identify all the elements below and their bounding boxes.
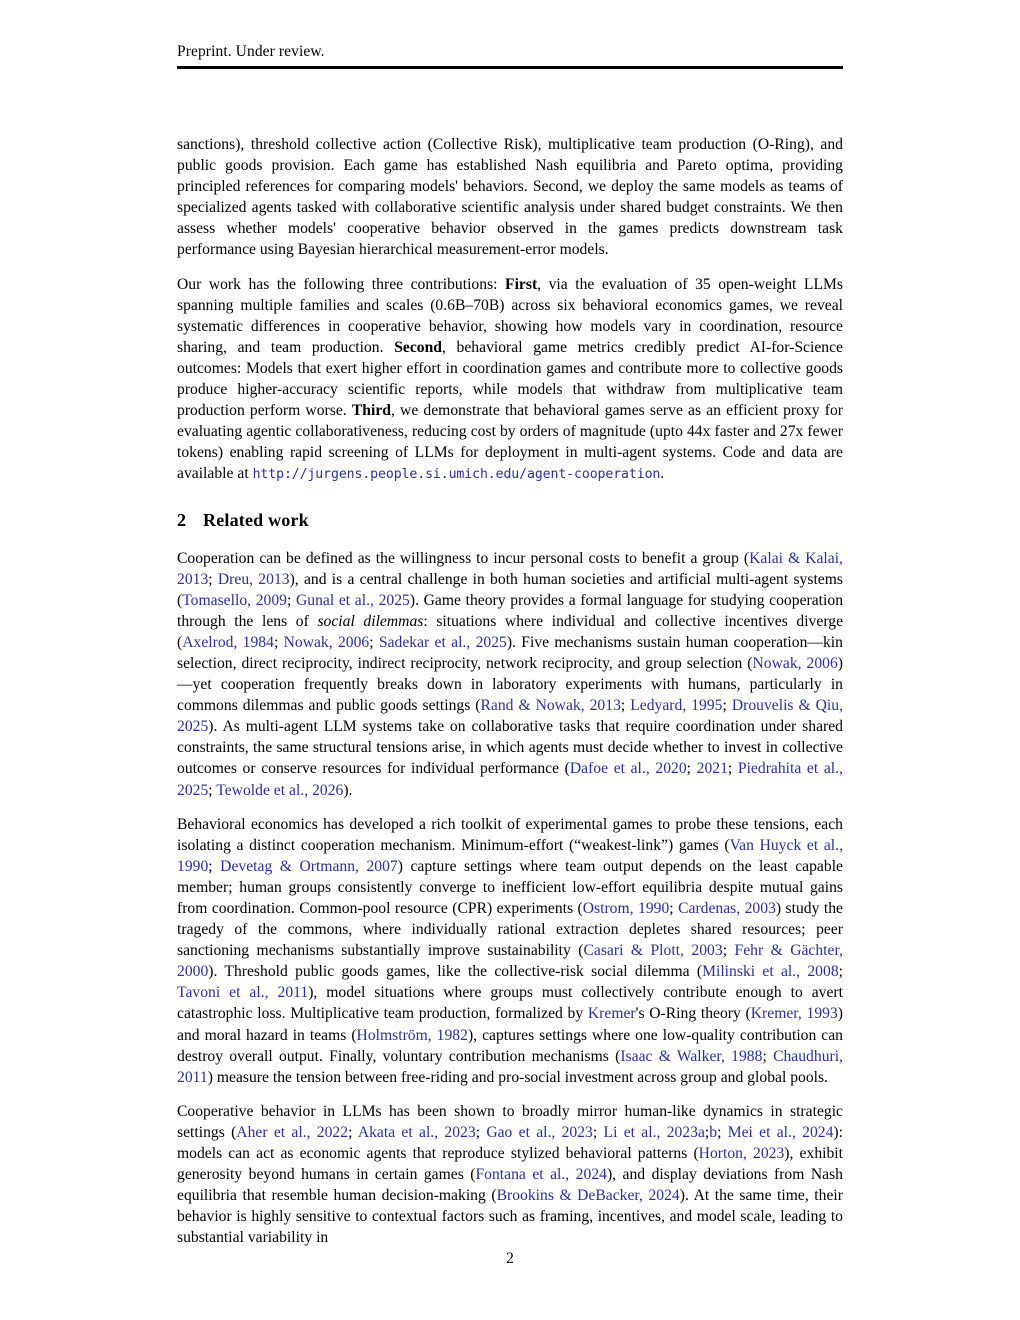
citation-link[interactable]: Chaudhuri, 2011 — [177, 1047, 843, 1086]
citation-link[interactable]: Holmström, 1982 — [356, 1026, 468, 1044]
citation-link[interactable]: Nowak, 2006 — [283, 633, 370, 651]
citation-link[interactable]: Akata et al., 2023 — [357, 1123, 476, 1141]
citation-link[interactable]: Rand & Nowak, 2013 — [480, 697, 621, 715]
rw2-seg-11: ) and moral hazard in teams ( — [177, 1005, 843, 1044]
citation-link[interactable]: Kremer, 1993 — [750, 1005, 838, 1023]
rw1-seg-9: ). Five mechanisms sustain human cooperation—kin selection, direct reciprocity, indirect reciprocity, network reciprocity, and group selection ( — [177, 633, 843, 672]
rw2-seg-2: ; — [208, 857, 221, 875]
rw2-seg-6: ; — [722, 942, 735, 960]
citation-link[interactable]: 2021 — [696, 760, 728, 778]
rw2-seg-14: ) measure the tension between free-riding and pro-social investment across group and global pools. — [207, 1068, 829, 1086]
citation-link[interactable]: Cardenas, 2003 — [678, 900, 776, 917]
citation-link[interactable]: Tewolde et al., 2026 — [216, 781, 344, 799]
rw1-seg-12: ; — [722, 697, 732, 715]
citation-link[interactable]: Sadekar et al., 2025 — [378, 633, 507, 651]
citation-link[interactable]: Ledyard, 1995 — [630, 697, 723, 715]
citation-link[interactable]: Milinski et al., 2008 — [702, 963, 839, 981]
italic-term-social-dilemmas: social dilemmas — [317, 612, 424, 630]
rw1-seg-7: ; — [273, 633, 284, 651]
rw3-seg-1: Cooperative behavior in LLMs has been shown to broadly mirror human-like dynamics in strategic settings ( — [177, 1102, 843, 1141]
page-number: 2 — [506, 1250, 514, 1267]
rw1-seg-1: Cooperation can be defined as the willingness to incur personal costs to benefit a group ( — [177, 549, 750, 567]
rw1-seg-8: ; — [369, 633, 379, 651]
citation-link[interactable]: Drouvelis & Qiu, 2025 — [177, 697, 843, 736]
citation-link[interactable]: Fehr & Gächter, 2000 — [177, 942, 843, 981]
rw1-seg-3: ), and is a central challenge in both human societies and artificial multi-agent systems ( — [177, 570, 843, 609]
contrib-seg-5: . — [660, 465, 665, 483]
running-head-text: Preprint. Under review. — [177, 43, 325, 60]
rw3-seg-10: ). At the same time, their behavior is highly sensitive to contextual factors such as framing, incentives, and model scale, leading to substantial variability in — [177, 1187, 843, 1247]
citation-link[interactable]: Li et al., 2023a — [603, 1123, 705, 1141]
paragraph-contributions — [177, 274, 843, 486]
citation-link[interactable]: Isaac & Walker, 1988 — [620, 1047, 763, 1065]
rw1-seg-5: ). Game theory provides a formal language for studying cooperation through the lens of — [177, 591, 844, 630]
rw2-seg-7: ). Threshold public goods games, like the collective-risk social dilemma ( — [208, 963, 703, 981]
contrib-seg-2: , via the evaluation of 35 open-weight LLMs spanning multiple families and scales (0.6B–70B) across six behavioral economics games, we reveal systematic differences in cooperative behavior, showing how models vary in coordination, resource sharing, and team production. — [177, 275, 843, 356]
rw1-seg-15: ; — [727, 760, 738, 778]
rw2-seg-9: ), model situations where groups must collectively contribute enough to avert catastrophic loss. Multiplicative team production, formalized by — [177, 984, 843, 1023]
related-work-paragraph-2 — [177, 814, 843, 1088]
rw3-seg-6: ; — [717, 1123, 728, 1141]
paragraph-1-text: sanctions), threshold collective action (Collective Risk), multiplicative team production (O-Ring), and public goods provision. Each game has established Nash equilibria and Pareto optima, providing principled references for comparing models' behaviors. Second, we deploy the same models as teams of specialized agents tasked with collaborative scientific analysis under shared budget constraints. We then assess whether models' cooperative behavior observed in the games predicts downstream task performance using Bayesian hierarchical measurement-error models. — [177, 136, 843, 259]
section-title: Related work — [203, 509, 309, 530]
rw1-seg-6: : situations where individual and collective incentives diverge ( — [177, 612, 844, 651]
rw2-seg-12: ), captures settings where one low-quality contribution can destroy overall output. Finally, voluntary contribution mechanisms ( — [177, 1026, 844, 1065]
citation-link[interactable]: Aher et al., 2022 — [236, 1123, 349, 1141]
project-url-link[interactable]: http://jurgens.people.si.umich.edu/agent-cooperation — [252, 467, 661, 483]
rw2-seg-4: ; — [669, 900, 679, 917]
rw1-seg-16: ; — [208, 781, 217, 799]
rw1-seg-13: ). As multi-agent LLM systems take on collaborative tasks that require coordination under shared constraints, the same structural tensions arise, in which agents must decide whether to invest in collective outcomes or conserve resources for individual performance ( — [177, 718, 843, 778]
citation-link[interactable]: Kremer — [587, 1005, 636, 1023]
rw3-seg-7: ): models can act as economic agents that reproduce stylized behavioral patterns ( — [177, 1123, 843, 1163]
citation-link[interactable]: Mei et al., 2024 — [727, 1123, 834, 1141]
rw2-seg-5: ) study the tragedy of the commons, where individually rational extraction depletes shared resources; peer sanctioning mechanisms substantially improve sustainability ( — [177, 900, 843, 960]
paragraph-continuation — [177, 134, 843, 261]
contrib-bold-first: First — [505, 275, 538, 293]
rw2-seg-3: ) capture settings where team output depends on the least capable member; human groups consistently converge to inefficient low-effort equilibria despite mutual gains from coordination. Common-pool resource (CPR) experiments ( — [177, 857, 843, 917]
related-work-paragraph-1 — [177, 548, 843, 801]
rw3-seg-4: ; — [592, 1123, 604, 1141]
section-heading-related-work — [177, 508, 843, 532]
contrib-seg-4: , we demonstrate that behavioral games serve as an efficient proxy for evaluating agentic collaborativeness, reducing cost by orders of magnitude (upto 44x faster and 27x fewer tokens) enabling rapid screening of LLMs for deployment in multi-agent systems. Code and data are available at — [177, 402, 844, 483]
citation-link[interactable]: Nowak, 2006 — [752, 654, 838, 672]
rw2-seg-13: ; — [762, 1047, 774, 1065]
rw2-seg-10: 's O-Ring theory ( — [635, 1005, 751, 1023]
section-number: 2 — [177, 509, 187, 530]
rw3-seg-5: ; — [704, 1123, 710, 1141]
citation-link[interactable]: Horton, 2023 — [698, 1145, 785, 1163]
citation-link[interactable]: Brookins & DeBacker, 2024 — [496, 1187, 680, 1205]
rw3-seg-9: ), and display deviations from Nash equilibria that resemble human decision-making ( — [177, 1166, 843, 1205]
citation-link[interactable]: Devetag & Ortmann, 2007 — [220, 857, 398, 875]
contrib-bold-second: Second — [394, 338, 442, 356]
related-work-paragraph-3 — [177, 1101, 843, 1249]
header-divider-rule — [177, 66, 843, 69]
citation-link[interactable]: Gunal et al., 2025 — [296, 591, 410, 609]
rw1-seg-17: ). — [343, 781, 353, 799]
rw1-seg-11: ; — [620, 697, 631, 715]
contrib-seg-3: , behavioral game metrics credibly predict AI-for-Science outcomes: Models that exert higher effort in coordination games and contribute more to collective goods produce higher-accuracy scientific reports, while models that withdraw from multiplicative team production perform worse. — [177, 338, 843, 420]
citation-link[interactable]: Casari & Plott, 2003 — [583, 942, 723, 960]
citation-link[interactable]: Van Huyck et al., 1990 — [177, 836, 843, 875]
rw3-seg-8: ), exhibit generosity beyond humans in certain games ( — [177, 1145, 844, 1184]
rw2-seg-1: Behavioral economics has developed a rich toolkit of experimental games to probe these tensions, each isolating a distinct cooperation mechanism. Minimum-effort (“weakest-link”) games ( — [177, 815, 843, 854]
citation-link[interactable]: Gao et al., 2023 — [486, 1123, 593, 1141]
rw3-seg-3: ; — [475, 1123, 487, 1141]
citation-link[interactable]: Fontana et al., 2024 — [475, 1166, 607, 1184]
citation-link[interactable]: Piedrahita et al., 2025 — [177, 760, 843, 799]
citation-link[interactable]: Kalai & Kalai, 2013 — [177, 549, 843, 588]
citation-link[interactable]: Axelrod, 1984 — [182, 633, 274, 651]
rw2-seg-8: ; — [838, 963, 843, 981]
rw1-seg-10: )—yet cooperation frequently breaks down in laboratory experiments with humans, particularly in commons dilemmas and public goods settings ( — [177, 654, 843, 715]
rw1-seg-4: ; — [286, 591, 296, 609]
citation-link[interactable]: b — [709, 1123, 718, 1141]
citation-link[interactable]: Tavoni et al., 2011 — [177, 984, 309, 1002]
document-body — [177, 134, 843, 1249]
citation-link[interactable]: Dreu, 2013 — [217, 570, 290, 588]
running-header — [177, 42, 843, 62]
rw1-seg-2: ; — [208, 570, 218, 588]
contrib-seg-1: Our work has the following three contributions: — [177, 275, 506, 293]
rw3-seg-2: ; — [348, 1123, 358, 1141]
citation-link[interactable]: Dafoe et al., 2020 — [569, 760, 687, 778]
citation-link[interactable]: Ostrom, 1990 — [582, 900, 670, 917]
contrib-bold-third: Third — [351, 402, 391, 420]
rw1-seg-14: ; — [686, 760, 697, 778]
citation-link[interactable]: Tomasello, 2009 — [182, 591, 287, 609]
